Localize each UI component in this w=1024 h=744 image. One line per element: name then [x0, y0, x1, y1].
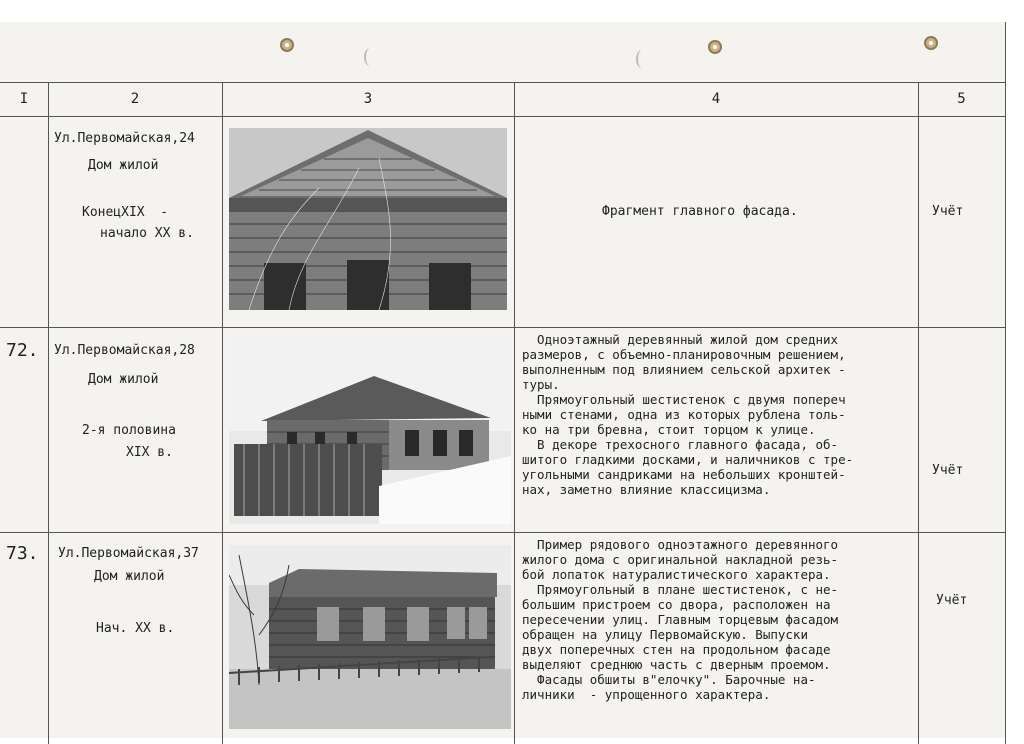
column-divider: [48, 82, 49, 744]
building-type: Дом жилой: [88, 158, 159, 173]
punch-hole: [280, 38, 294, 52]
column-header-5: 5: [957, 91, 966, 107]
column-divider: [222, 82, 223, 744]
address: Ул.Первомайская,28: [54, 343, 195, 358]
punch-hole: [924, 36, 938, 50]
row-number: 73.: [6, 543, 39, 564]
punch-hole: [708, 40, 722, 54]
status: Учёт: [932, 204, 964, 219]
paper-tear: [636, 50, 648, 68]
description: Одноэтажный деревянный жилой дом средних размеров, с объемно-планировочным решением, выполненным под влиянием сельской архитек - туры. Прямоугольный шестистенок с двумя попереч ными стенами, одна из которых рублена толь- ко на три бревна, стоит торцом к улице. В декоре трехосного главного фасада, об- шитого гладкими досками, и наличников с тре- угольными сандриками на небольших кронштей- нах, заметно влияние классицизма.: [522, 332, 854, 497]
date-line-1: 2-я половина: [82, 423, 176, 438]
house-photo: [229, 336, 511, 524]
date-line-1: Нач. XX в.: [96, 621, 175, 636]
status: Учёт: [932, 463, 964, 478]
description: Фрагмент главного фасада.: [602, 204, 798, 219]
column-header-4: 4: [711, 91, 721, 107]
date-line-1: КонецXIX -: [82, 205, 169, 220]
column-header-2: 2: [130, 91, 140, 107]
column-divider: [514, 82, 515, 744]
table-top-border: [0, 82, 1006, 83]
column-divider: [1005, 22, 1006, 744]
description: Пример рядового одноэтажного деревянного жилого дома с оригинальной накладной резь- бой лопаток натуралистического характера. Прямоугольный в плане шестистенок, с не- большим пристроем со двора, расположен на пересечении улиц. Главным торцевым фасадом обращен на улицу Первомайскую. Выпуски двух поперечных стен на продольном фасаде выделяют среднюю часть с дверным проемом. Фасады обшиты в"елочку". Барочные на- личники - упрощенного характера.: [522, 537, 839, 702]
column-divider: [918, 82, 919, 744]
row-divider: [0, 327, 1006, 328]
house-photo: [229, 128, 507, 310]
row-divider: [0, 532, 1006, 533]
house-photo: [229, 545, 511, 729]
column-header-3: 3: [363, 91, 373, 107]
row-number: 72.: [6, 340, 39, 361]
building-type: Дом жилой: [88, 372, 159, 387]
paper-tear: [364, 48, 376, 66]
status: Учёт: [936, 593, 968, 608]
address: Ул.Первомайская,24: [54, 131, 195, 146]
address: Ул.Первомайская,37: [58, 546, 199, 561]
date-line-2: XIX в.: [126, 445, 173, 460]
column-header-1: I: [19, 91, 29, 107]
date-line-2: начало XX в.: [100, 226, 194, 241]
header-bottom-border: [0, 116, 1006, 117]
building-type: Дом жилой: [94, 569, 165, 584]
